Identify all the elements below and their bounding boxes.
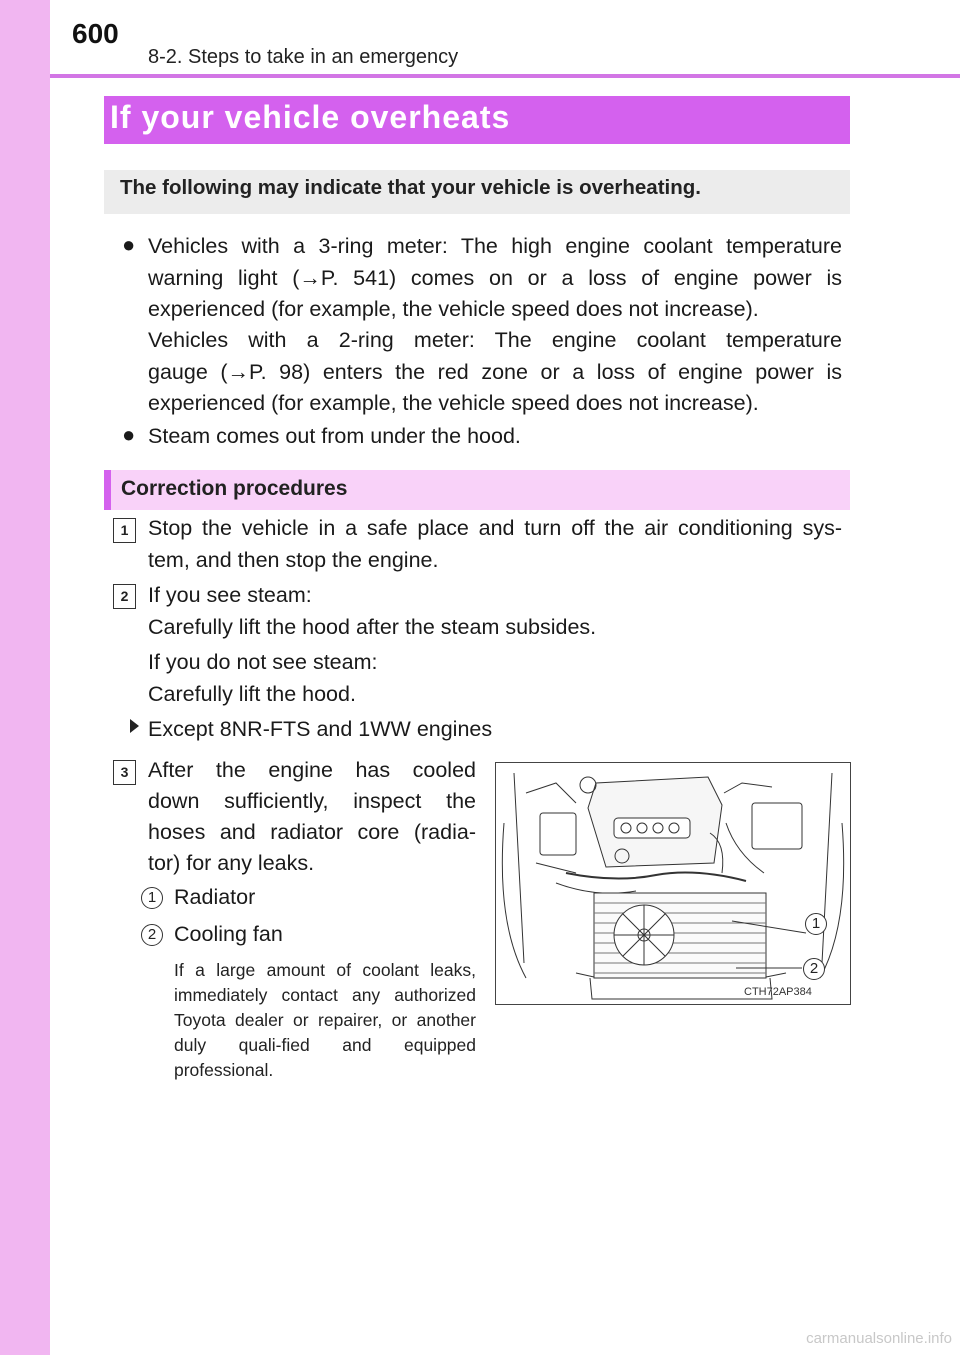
- page-title: If your vehicle overheats: [110, 99, 511, 135]
- step-line: Stop the vehicle in a safe place and turn off the air conditioning sys-: [148, 516, 842, 540]
- engine-bay-drawing: [496, 763, 850, 1004]
- warning-note: If a large amount of coolant leaks, immediately contact any authorized Toyota dealer or repairer, or another duly quali-fied and equipped professional.: [174, 960, 476, 1080]
- step-line: hoses and radiator core (radia-: [148, 820, 476, 844]
- legend-number: 1: [141, 887, 163, 909]
- site-watermark: carmanualsonline.info: [806, 1330, 952, 1347]
- bullet-line: Vehicles with a 2-ring meter: The engine coolant temperature: [148, 328, 842, 352]
- figure-code: CTH72AP384: [744, 986, 812, 998]
- step-number: 3: [113, 760, 136, 785]
- indicator-box-text: The following may indicate that your vehicle is overheating.: [120, 176, 701, 199]
- section-accent: [104, 470, 111, 510]
- step-number: 1: [113, 518, 136, 543]
- bullet-line: experienced (for example, the vehicle speed does not increase).: [148, 297, 759, 321]
- legend-label: Radiator: [174, 885, 256, 909]
- bullet-dot: ●: [122, 422, 136, 447]
- step-line: tem, and then stop the engine.: [148, 548, 439, 572]
- step-line: After the engine has cooled: [148, 758, 476, 782]
- header-divider: [50, 74, 960, 78]
- bullet-line: Vehicles with a 3-ring meter: The high engine coolant temperature: [148, 234, 842, 258]
- side-tab: [0, 0, 50, 1355]
- step-line: Carefully lift the hood after the steam subsides.: [148, 615, 597, 639]
- bullet-dot: ●: [122, 232, 136, 257]
- arrow-right-icon: [130, 719, 139, 733]
- engine-bay-illustration: [495, 762, 851, 1005]
- bullet-line: Steam comes out from under the hood.: [148, 424, 521, 448]
- step-line: If you see steam:: [148, 583, 312, 607]
- legend-number: 2: [141, 924, 163, 946]
- step-line: tor) for any leaks.: [148, 851, 315, 875]
- bullet-line: warning light (→P. 541) comes on or a loss of engine power is: [148, 266, 842, 290]
- callout-cooling-fan: 2: [803, 958, 825, 980]
- step-number: 2: [113, 584, 136, 609]
- section-heading: Correction procedures: [121, 477, 348, 500]
- bullet-line: experienced (for example, the vehicle speed does not increase).: [148, 391, 759, 415]
- step-line: If you do not see steam:: [148, 650, 378, 674]
- callout-radiator: 1: [805, 913, 827, 935]
- legend-label: Cooling fan: [174, 922, 283, 946]
- step-line: Carefully lift the hood.: [148, 682, 356, 706]
- step-line: down sufficiently, inspect the: [148, 789, 476, 813]
- chapter-heading: 8-2. Steps to take in an emergency: [148, 46, 459, 68]
- engine-applicability: Except 8NR-FTS and 1WW engines: [148, 717, 493, 741]
- page-number: 600: [72, 18, 119, 49]
- bullet-line: gauge (→P. 98) enters the red zone or a loss of engine power is: [148, 360, 842, 384]
